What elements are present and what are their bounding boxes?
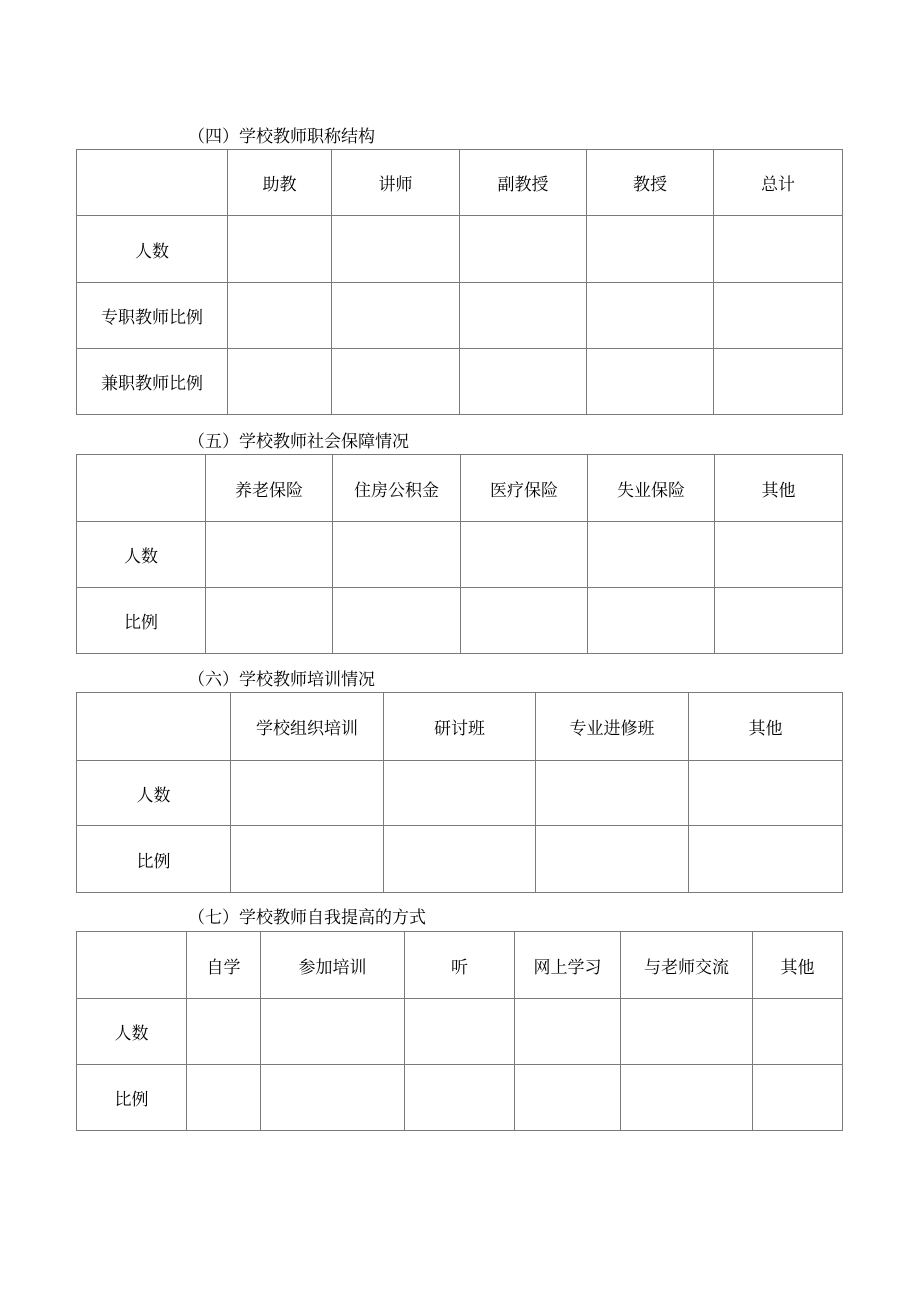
header-cell: 副教授 — [460, 150, 587, 216]
row-label: 人数 — [77, 999, 187, 1065]
data-cell — [689, 826, 843, 893]
data-cell — [405, 999, 515, 1065]
data-cell — [536, 826, 689, 893]
header-cell: 自学 — [187, 932, 261, 999]
table-row — [77, 283, 843, 349]
corner-cell — [77, 932, 187, 999]
corner-cell — [77, 150, 228, 216]
training-table — [76, 692, 843, 893]
table-row — [77, 999, 843, 1065]
data-cell — [228, 349, 332, 415]
data-cell — [587, 216, 714, 283]
data-cell — [332, 283, 460, 349]
header-cell: 总计 — [714, 150, 843, 216]
section-title-title-structure: （四）学校教师职称结构 — [188, 127, 375, 147]
section-title-training: （六）学校教师培训情况 — [188, 670, 375, 690]
data-cell — [460, 283, 587, 349]
data-cell — [333, 588, 461, 654]
header-cell: 听 — [405, 932, 515, 999]
table-header-row — [77, 150, 843, 216]
data-cell — [715, 588, 843, 654]
table-row — [77, 761, 843, 826]
data-cell — [261, 999, 405, 1065]
row-label: 比例 — [77, 1065, 187, 1131]
data-cell — [714, 349, 843, 415]
data-cell — [714, 283, 843, 349]
row-label: 人数 — [77, 522, 206, 588]
data-cell — [332, 216, 460, 283]
data-cell — [621, 1065, 753, 1131]
data-cell — [187, 1065, 261, 1131]
header-cell: 讲师 — [332, 150, 460, 216]
data-cell — [332, 349, 460, 415]
header-cell: 助教 — [228, 150, 332, 216]
header-cell: 专业进修班 — [536, 693, 689, 761]
row-label: 比例 — [77, 588, 206, 654]
social-security-table — [76, 454, 843, 654]
table-row — [77, 826, 843, 893]
table-row — [77, 216, 843, 283]
corner-cell — [77, 693, 231, 761]
data-cell — [384, 826, 536, 893]
data-cell — [588, 588, 715, 654]
header-cell: 学校组织培训 — [231, 693, 384, 761]
data-cell — [714, 216, 843, 283]
data-cell — [231, 826, 384, 893]
table-row — [77, 1065, 843, 1131]
self-improvement-table — [76, 931, 843, 1131]
data-cell — [515, 1065, 621, 1131]
corner-cell — [77, 455, 206, 522]
header-cell: 其他 — [715, 455, 843, 522]
table-row — [77, 522, 843, 588]
data-cell — [536, 761, 689, 826]
row-label: 专职教师比例 — [77, 283, 228, 349]
data-cell — [460, 216, 587, 283]
data-cell — [461, 522, 588, 588]
row-label: 人数 — [77, 761, 231, 826]
data-cell — [405, 1065, 515, 1131]
data-cell — [231, 761, 384, 826]
header-cell: 失业保险 — [588, 455, 715, 522]
title-structure-table — [76, 149, 843, 415]
section-title-social-security: （五）学校教师社会保障情况 — [188, 432, 409, 452]
data-cell — [461, 588, 588, 654]
data-cell — [228, 216, 332, 283]
header-cell: 参加培训 — [261, 932, 405, 999]
row-label: 人数 — [77, 216, 228, 283]
header-cell: 研讨班 — [384, 693, 536, 761]
header-cell: 住房公积金 — [333, 455, 461, 522]
data-cell — [515, 999, 621, 1065]
row-label: 比例 — [77, 826, 231, 893]
header-cell: 教授 — [587, 150, 714, 216]
data-cell — [587, 283, 714, 349]
table-header-row — [77, 693, 843, 761]
data-cell — [460, 349, 587, 415]
header-cell: 其他 — [689, 693, 843, 761]
table-header-row — [77, 455, 843, 522]
header-cell: 其他 — [753, 932, 843, 999]
data-cell — [588, 522, 715, 588]
data-cell — [753, 1065, 843, 1131]
row-label: 兼职教师比例 — [77, 349, 228, 415]
data-cell — [384, 761, 536, 826]
data-cell — [228, 283, 332, 349]
data-cell — [753, 999, 843, 1065]
data-cell — [206, 522, 333, 588]
data-cell — [587, 349, 714, 415]
section-title-self-improvement: （七）学校教师自我提高的方式 — [188, 908, 426, 928]
header-cell: 与老师交流 — [621, 932, 753, 999]
data-cell — [333, 522, 461, 588]
header-cell: 养老保险 — [206, 455, 333, 522]
data-cell — [689, 761, 843, 826]
data-cell — [206, 588, 333, 654]
table-row — [77, 349, 843, 415]
data-cell — [187, 999, 261, 1065]
header-cell: 网上学习 — [515, 932, 621, 999]
header-cell: 医疗保险 — [461, 455, 588, 522]
data-cell — [621, 999, 753, 1065]
table-header-row — [77, 932, 843, 999]
table-row — [77, 588, 843, 654]
data-cell — [715, 522, 843, 588]
data-cell — [261, 1065, 405, 1131]
